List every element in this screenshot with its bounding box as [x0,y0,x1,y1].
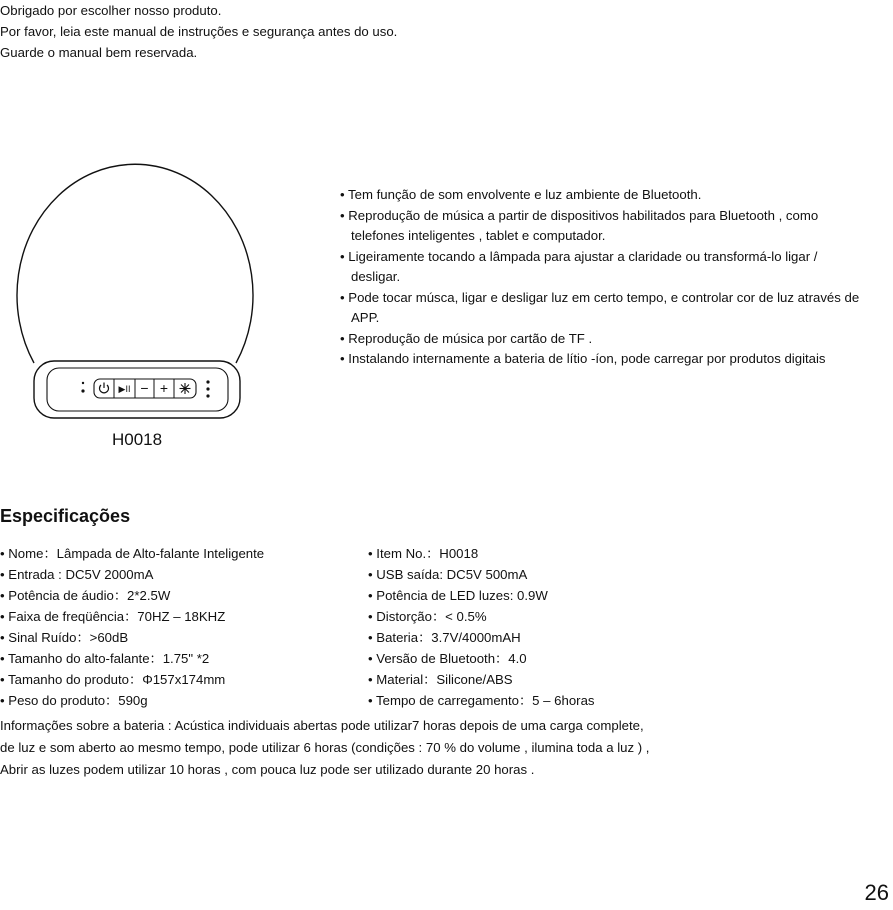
specs-right-column [368,543,595,711]
spec-item: • Potência de áudio：2*2.5W [0,588,171,603]
spec-item: • Tamanho do produto：Φ157x174mm [0,672,226,687]
intro-line: Guarde o manual bem reservada. [0,45,198,60]
intro-line: Por favor, leia este manual de instruções e segurança antes do uso. [0,24,398,39]
play-pause-button: ▶II [118,384,131,394]
model-label: H0018 [112,430,163,449]
spec-item: • Item No.：H0018 [368,546,479,561]
battery-info [0,715,880,781]
specs-left-column [0,543,264,711]
spec-item: • Distorção：< 0.5% [368,609,487,624]
battery-line: Informações sobre a bateria : Acústica individuais abertas pode utilizar7 horas depois de uma carga complete, [0,718,644,733]
feature-item: • Pode tocar músca, ligar e desligar luz em certo tempo, e controlar cor de luz através de APP. [340,289,860,325]
spec-item: • Versão de Bluetooth：4.0 [368,651,527,666]
feature-item: • Reprodução de música por cartão de TF . [340,330,593,346]
lamp-globe [17,164,253,363]
battery-line: Abrir as luzes podem utilizar 10 horas , com pouca luz pode ser utilizado durante 20 horas . [0,762,535,777]
product-illustration [0,108,300,460]
spec-item: • Nome：Lâmpada de Alto-falante Inteligente [0,546,265,561]
minus-button: − [140,380,149,396]
plus-button: + [159,380,169,396]
feature-item: • Reprodução de música a partir de dispositivos habilitados para Bluetooth , como telefones inteligentes , tablet e computador. [340,207,819,243]
spec-item: • Potência de LED luzes: 0.9W [368,588,548,603]
spec-item: • Bateria：3.7V/4000mAH [368,630,521,645]
feature-list [340,185,860,370]
spec-item: • Sinal Ruído：>60dB [0,630,129,645]
spec-item: • Material：Silicone/ABS [368,672,513,687]
battery-line: de luz e som aberto ao mesmo tempo, pode utilizar 6 horas (condições : 70 % do volume , ilumina toda a luz ) , [0,740,650,755]
feature-item: • Ligeiramente tocando a lâmpada para ajustar a claridade ou transformá-lo ligar / desligar. [340,248,818,284]
specs-title: Especificações [0,506,131,526]
spec-item: • Tempo de carregamento：5 – 6horas [368,693,595,708]
spec-item: • Tamanho do alto-falante：1.75" *2 [0,651,210,666]
sun-icon [180,383,191,394]
feature-item: • Instalando internamente a bateria de lítio -íon, pode carregar por produtos digitais [340,351,826,366]
intro-text [0,0,880,63]
spec-item: • Entrada : DC5V 2000mA [0,567,154,582]
intro-line: Obrigado por escolher nosso produto. [0,3,222,18]
page-number: 26 [864,880,889,905]
power-icon [99,383,108,393]
spec-item: • Peso do produto：590g [0,693,148,708]
lamp-drawing [0,108,300,460]
spec-item: • Faixa de freqüência：70HZ – 18KHZ [0,609,226,624]
feature-item: • Tem função de som envolvente e luz ambiente de Bluetooth. [340,187,702,202]
spec-item: • USB saída: DC5V 500mA [368,567,528,582]
